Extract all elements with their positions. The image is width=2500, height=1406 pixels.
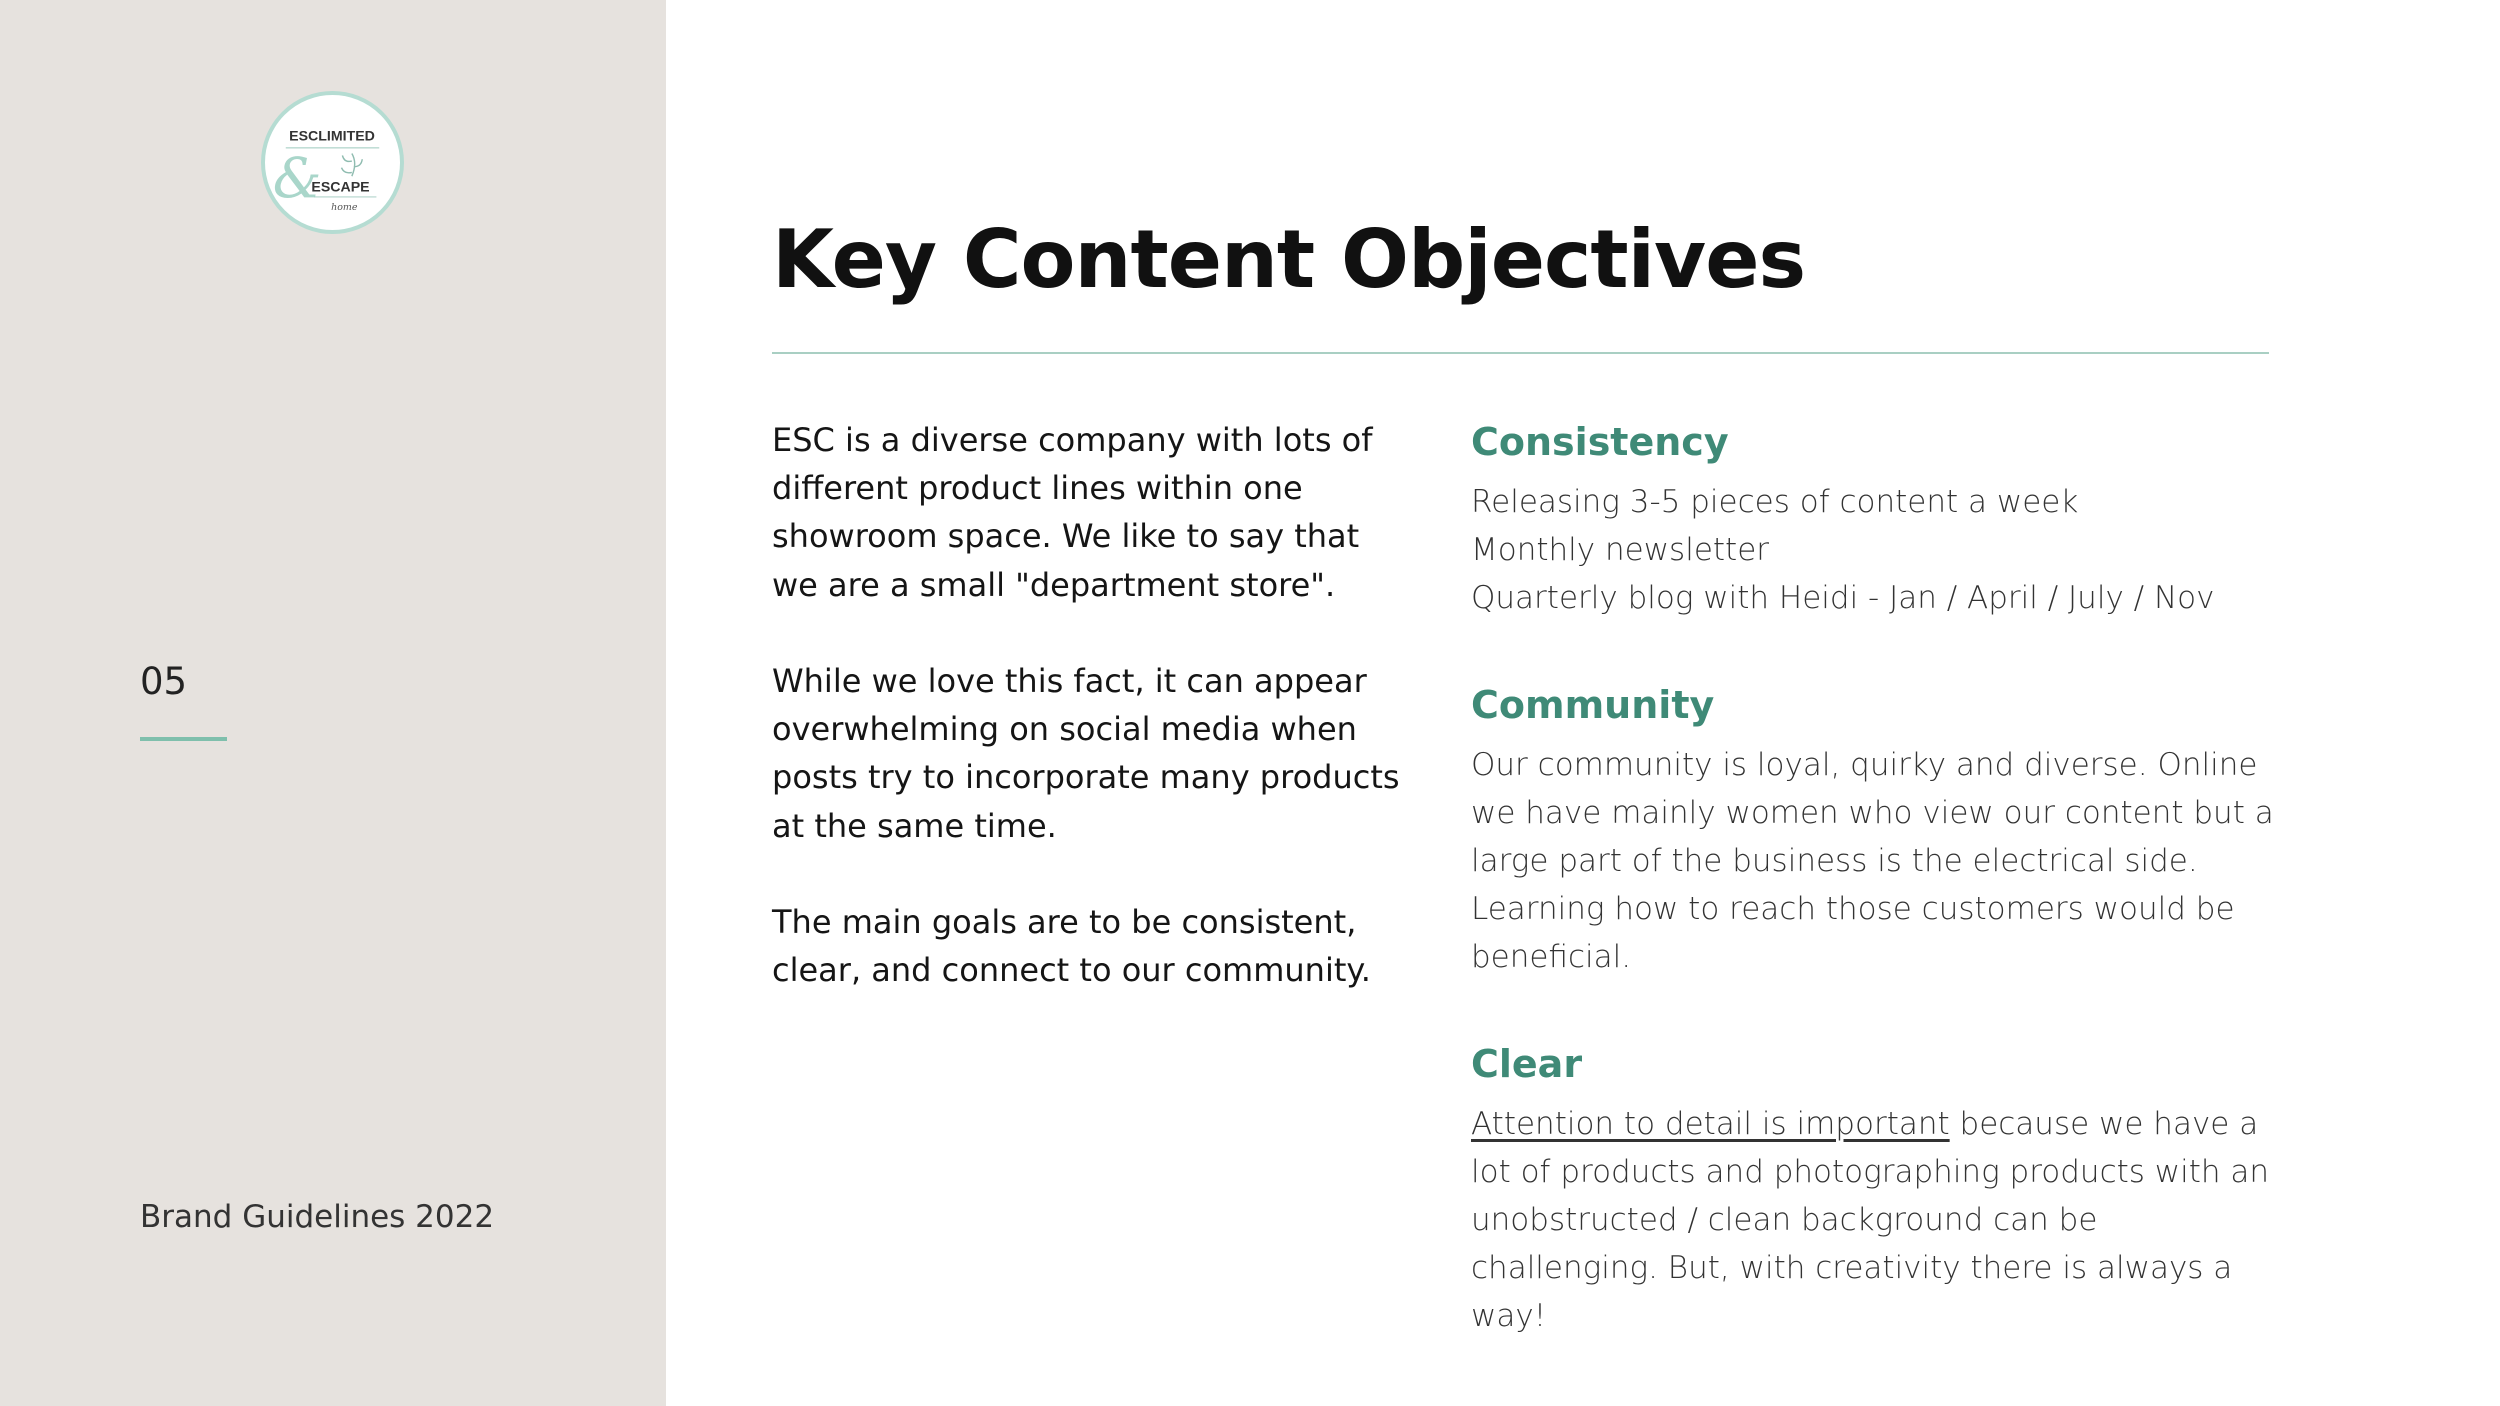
intro-paragraph: ESC is a diverse company with lots of different product lines within one showroom space. We like to say that we are a small "department store". <box>772 421 1373 604</box>
emphasis-text: Attention to detail is important <box>1471 1105 1950 1142</box>
objective-consistency <box>1471 416 2281 623</box>
svg-text:&: & <box>272 145 322 210</box>
page-title: Key Content Objectives <box>772 213 1806 306</box>
objectives-list <box>1471 416 2281 1341</box>
objective-clear <box>1471 1038 2281 1341</box>
intro-text <box>772 416 1402 1043</box>
objective-body-text: because we have a lot of products and photographing products with an unobstructed / clean background can be challenging. But, with creativity there is always a way! <box>1471 1105 2270 1335</box>
page-number-accent-rule <box>140 737 227 741</box>
objective-heading: Consistency <box>1471 420 1729 464</box>
page-number: 05 <box>140 660 188 703</box>
objective-line: Releasing 3-5 pieces of content a week <box>1471 484 2079 520</box>
objective-community <box>1471 679 2281 982</box>
brand-logo <box>261 91 404 234</box>
intro-paragraph: While we love this fact, it can appear overwhelming on social media when posts try to incorporate many products at the same time. <box>772 662 1400 845</box>
footer-label: Brand Guidelines 2022 <box>140 1199 495 1235</box>
objective-heading: Clear <box>1471 1041 1583 1086</box>
intro-paragraph: The main goals are to be consistent, clear, and connect to our community. <box>772 903 1371 990</box>
objective-body <box>1471 1100 2281 1341</box>
objective-line: Monthly newsletter <box>1471 532 1770 569</box>
objective-body <box>1471 478 2281 623</box>
sidebar <box>0 0 666 1406</box>
svg-text:ESCAPE: ESCAPE <box>311 179 370 196</box>
objective-heading: Community <box>1471 682 1715 727</box>
title-divider <box>772 352 2269 354</box>
objective-line: Quarterly blog with Heidi - Jan / April / July / Nov <box>1471 580 2215 617</box>
objective-body: Our community is loyal, quirky and diverse. Online we have mainly women who view our content but a large part of the business is the electrical side. Learning how to reach those customers would be beneficial. <box>1471 746 2274 976</box>
svg-text:home: home <box>331 202 358 214</box>
brand-logo-graphic <box>265 95 400 230</box>
svg-text:ESCLIMITED: ESCLIMITED <box>289 128 375 145</box>
